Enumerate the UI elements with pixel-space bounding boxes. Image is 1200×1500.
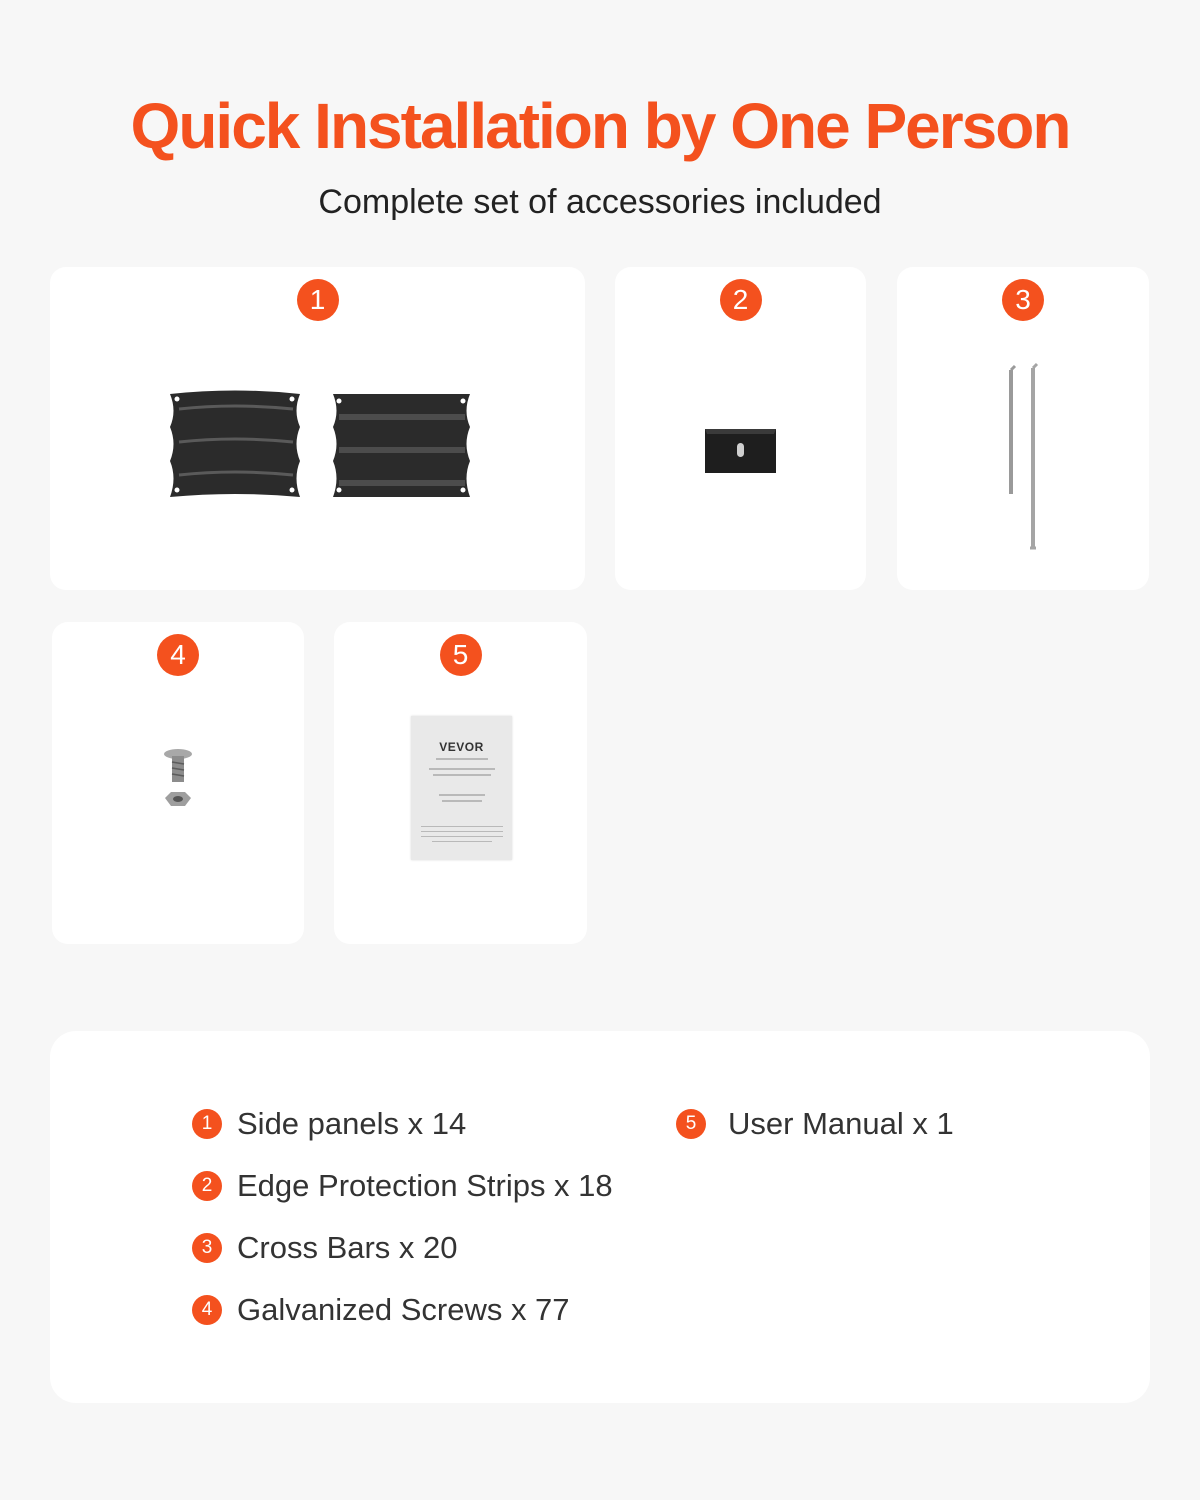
part-card-4 xyxy=(52,622,304,944)
part-card-2 xyxy=(615,267,866,590)
list-item-label: Galvanized Screws x 77 xyxy=(237,1292,570,1327)
part-number-badge: 4 xyxy=(157,634,199,676)
part-number-badge: 3 xyxy=(1002,279,1044,321)
cross-bar-image xyxy=(997,362,1047,557)
manual-brand-logo: VEVOR xyxy=(439,740,484,754)
page-subtitle: Complete set of accessories included xyxy=(318,183,882,221)
list-item-label: Edge Protection Strips x 18 xyxy=(237,1168,613,1203)
side-panels-image xyxy=(165,389,475,509)
accessories-list xyxy=(50,1031,1150,1403)
part-card-3 xyxy=(897,267,1149,590)
part-number-badge: 1 xyxy=(297,279,339,321)
user-manual-image xyxy=(411,716,512,860)
list-number-badge: 3 xyxy=(192,1233,222,1263)
part-number-badge: 2 xyxy=(720,279,762,321)
list-item-label: Side panels x 14 xyxy=(237,1106,467,1141)
edge-protection-strip-image xyxy=(703,425,778,477)
list-number-badge: 5 xyxy=(676,1109,706,1139)
part-card-1 xyxy=(50,267,585,590)
list-number-badge: 4 xyxy=(192,1295,222,1325)
page-title: Quick Installation by One Person xyxy=(130,90,1070,162)
list-item-label: Cross Bars x 20 xyxy=(237,1230,458,1265)
part-number-badge: 5 xyxy=(440,634,482,676)
list-number-badge: 2 xyxy=(192,1171,222,1201)
galvanized-screw-image xyxy=(160,748,196,814)
list-item-label: User Manual x 1 xyxy=(728,1106,954,1141)
list-number-badge: 1 xyxy=(192,1109,222,1139)
